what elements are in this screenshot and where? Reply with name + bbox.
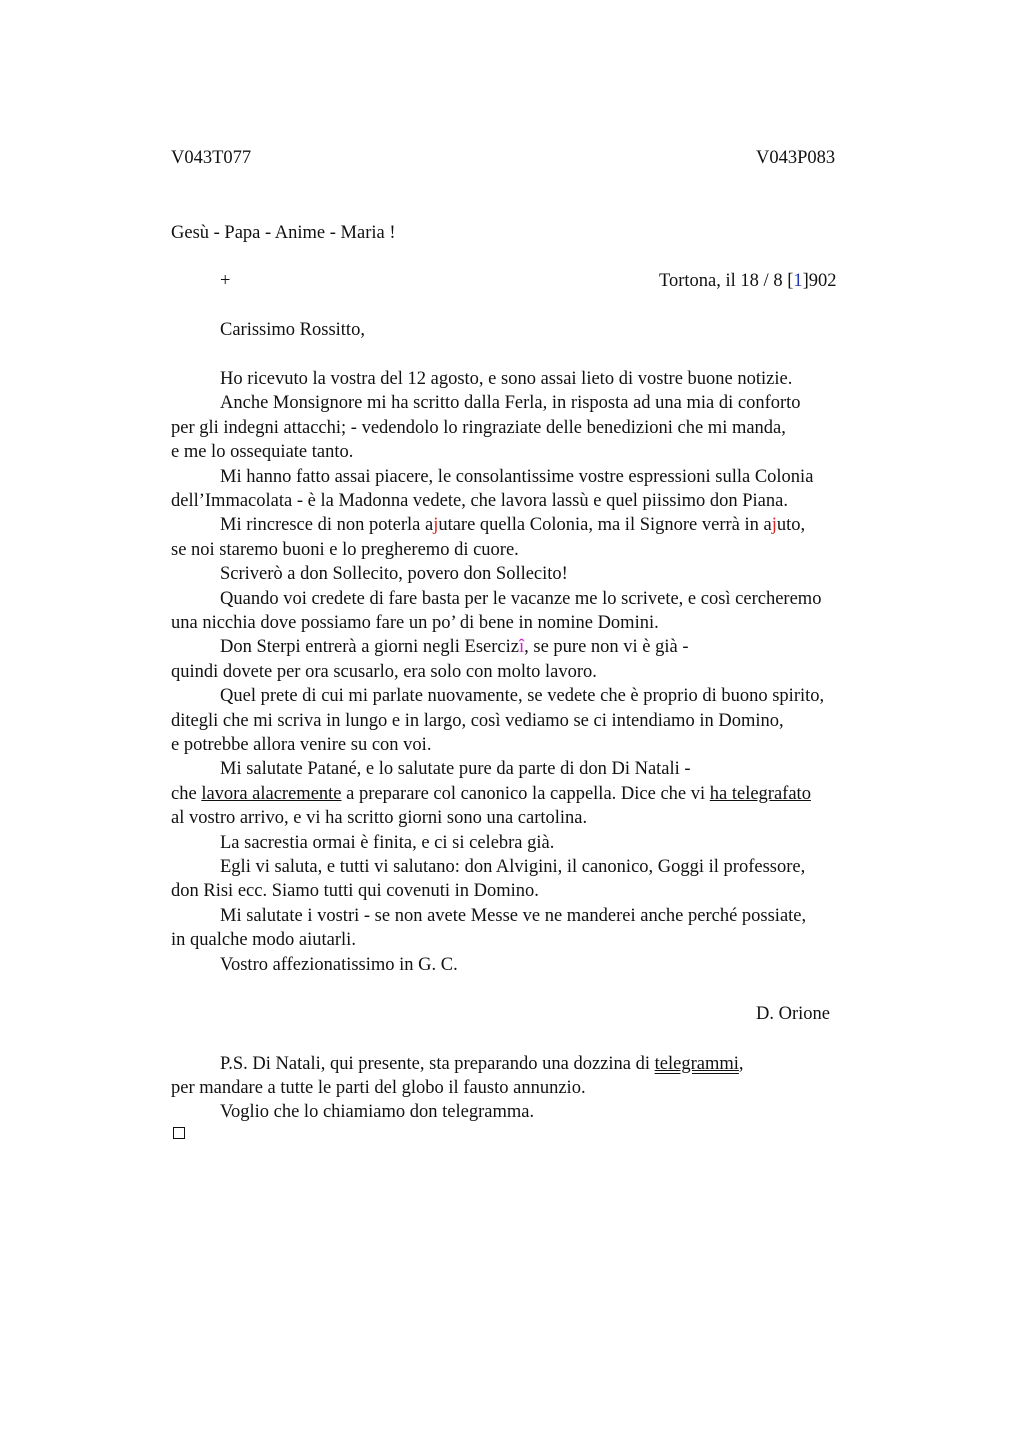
letter-line: per gli indegni attacchi; - vedendolo lo ringraziate delle benedizioni che mi manda, <box>171 417 786 438</box>
signature: D. Orione <box>756 1004 830 1024</box>
letter-line: al vostro arrivo, e vi ha scritto giorni sono una cartolina. <box>171 808 588 829</box>
letter-line: ditegli che mi scriva in lungo e in largo, così vediamo se ci intendiamo in Domino, <box>171 710 784 731</box>
date-suffix: ]902 <box>802 271 837 291</box>
text-run: che <box>171 783 202 804</box>
letter-line: Scriverò a don Sollecito, povero don Sollecito! <box>220 564 568 585</box>
postscript-line: Voglio che lo chiamiamo don telegramma. <box>220 1102 535 1122</box>
postscript-line: per mandare a tutte le parti del globo il fausto annunzio. <box>171 1078 586 1098</box>
letter-line: La sacrestia ormai è finita, e ci si celebra già. <box>220 832 555 853</box>
letter-line: Anche Monsignore mi ha scritto dalla Ferla, in risposta ad una mia di conforto <box>220 393 801 414</box>
year-insert: 1 <box>793 271 803 291</box>
letter-line: Mi hanno fatto assai piacere, le consolantissime vostre espressioni sulla Colonia <box>220 466 814 487</box>
letter-line: Egli vi saluta, e tutti vi salutano: don Alvigini, il canonico, Goggi il professore, <box>220 857 806 877</box>
letter-line: Mi salutate Patané, e lo salutate pure da parte di don Di Natali - <box>220 759 691 780</box>
text-run: uto, <box>776 515 806 536</box>
cross-mark: + <box>220 271 231 291</box>
underlined-text: ha telegrafato <box>709 783 811 804</box>
letter-line: Ho ricevuto la vostra del 12 agosto, e sono assai lieto di vostre buone notizie. <box>220 369 793 389</box>
letter-line <box>220 513 805 537</box>
letter-line: e potrebbe allora venire su con voi. <box>171 735 432 755</box>
text-run: , se pure non vi è già - <box>524 637 689 658</box>
letter-line: dell’Immacolata - è la Madonna vedete, che lavora lassù e quel piissimo don Piana. <box>171 491 788 511</box>
letter-line: e me lo ossequiate tanto. <box>171 442 354 463</box>
letter-line <box>220 635 689 659</box>
letter-line <box>171 782 811 806</box>
letter-line: Mi salutate i vostri - se non avete Messe ve ne manderei anche perché possiate, <box>220 905 807 926</box>
closing-line: Vostro affezionatissimo in G. C. <box>220 954 458 975</box>
double-underlined-text: telegrammi <box>654 1054 739 1074</box>
highlighted-letter: j <box>433 515 439 536</box>
date-prefix: Tortona, il 18 / 8 [ <box>659 271 794 291</box>
letter-line: quindi dovete per ora scusarlo, era solo con molto lavoro. <box>171 661 597 682</box>
postscript-line <box>220 1052 744 1076</box>
text-run: utare quella Colonia, ma il Signore verrà in a <box>438 515 772 536</box>
text-run: Mi rincresce di non poterla a <box>220 515 434 536</box>
text-run: a preparare col canonico la cappella. Dice che vi <box>341 783 710 804</box>
end-mark-box <box>173 1127 185 1139</box>
document-code-left: V043T077 <box>171 148 252 168</box>
text-run: Don Sterpi entrerà a giorni negli Esercizî <box>220 637 525 658</box>
letter-line: Quel prete di cui mi parlate nuovamente, se vedete che è proprio di buono spirito, <box>220 686 825 707</box>
invocation: Gesù - Papa - Anime - Maria ! <box>171 223 396 243</box>
letter-line: don Risi ecc. Siamo tutti qui covenuti in Domino. <box>171 881 539 902</box>
date-line <box>659 269 837 293</box>
letter-line: Quando voi credete di fare basta per le vacanze me lo scrivete, e così cercheremo <box>220 588 822 609</box>
letter-line: una nicchia dove possiamo fare un po’ di bene in nomine Domini. <box>171 613 659 633</box>
text-run: , <box>738 1054 744 1074</box>
text-run: P.S. Di Natali, qui presente, sta preparando una dozzina di <box>220 1054 655 1074</box>
salutation: Carissimo Rossitto, <box>220 320 365 340</box>
document-code-right: V043P083 <box>756 148 836 168</box>
letter-line: se noi staremo buoni e lo pregheremo di cuore. <box>171 539 519 560</box>
highlighted-letter: î <box>518 637 525 658</box>
underlined-text: lavora alacremente <box>201 783 342 804</box>
letter-line: in qualche modo aiutarli. <box>171 930 356 951</box>
highlighted-letter: j <box>771 515 777 536</box>
